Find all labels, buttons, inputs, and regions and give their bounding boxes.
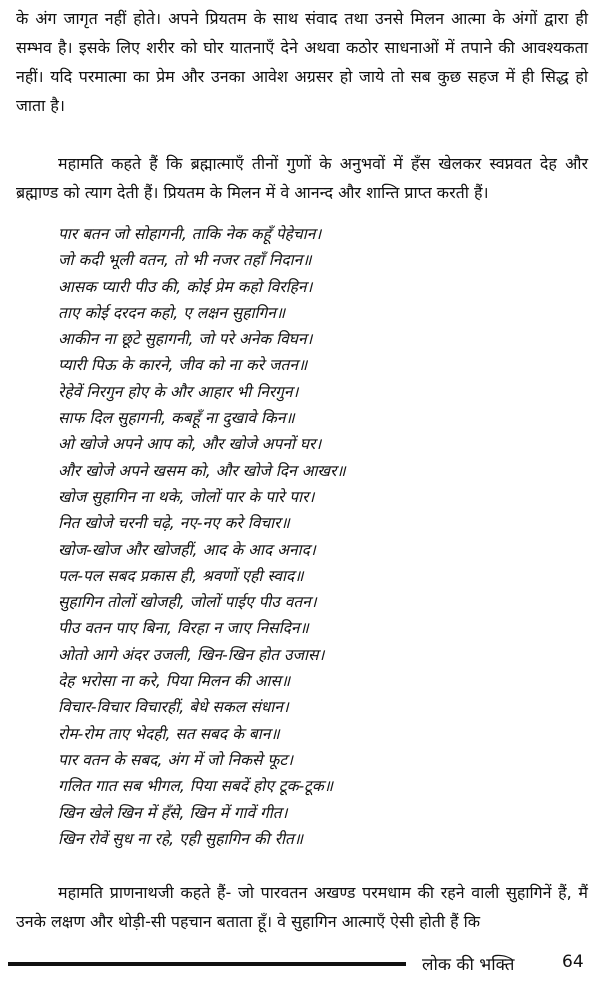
verse-line: सुहागिन तोलों खोजही, जोलों पाईए पीउ वतन।: [58, 593, 317, 612]
verse-line: नित खोजे चरनी चढ़े, नए-नए करे विचार॥: [58, 514, 290, 533]
verse-line: ओतो आगे अंदर उजली, खिन-खिन होत उजास।: [58, 645, 325, 664]
paragraph-1: के अंग जागृत नहीं होते। अपने प्रियतम के साथ संवाद तथा उनसे मिलन आत्मा के अंगों द्वारा ही सम्भव है। इसके लिए शरीर को घोर यातनाएँ देने अथवा कठोर साधनाओं में तपाने की आवश्यकता नहीं। यदि परमात्मा का प्रेम और उनका आवेश अग्रसर हो जाये तो सब कुछ सहज में ही सिद्ध हो जाता है।: [16, 9, 588, 115]
verse-line: गलित गात सब भीगल, पिया सबदें होए टूक-टूक॥: [58, 777, 334, 796]
verse-line: खोज सुहागिन ना थके, जोलों पार के पारे पार।: [58, 487, 315, 506]
verse-line: पल-पल सबद प्रकास ही, श्रवणों एही स्वाद॥: [58, 566, 304, 585]
verse-line: ओ खोजे अपने आप को, और खोजे अपनों घर।: [58, 435, 322, 454]
verse-line: ताए कोई दरदन कहो, ए लक्षन सुहागिन॥: [58, 303, 286, 322]
verse-line: साफ दिल सुहागनी, कबहूँ ना दुखावे किन॥: [58, 409, 295, 428]
verse-line: देह भरोसा ना करे, पिया मिलन की आस॥: [58, 672, 291, 691]
footer-title: लोक की भक्ति: [422, 955, 515, 975]
verse-line: और खोजे अपने खसम को, और खोजे दिन आखर॥: [58, 461, 346, 480]
verse-line: पार बतन जो सोहागनी, ताकि नेक कहूँ पेहेचान।: [58, 225, 322, 243]
paragraph-3: महामति प्राणनाथजी कहते हैं- जो पारवतन अखण्ड परमधाम की रहने वाली सुहागिनें हैं, मैं उनके लक्षण और थोड़ी-सी पहचान बताता हूँ। वे सुहागिन आत्माएँ ऐसी होती हैं कि: [16, 883, 588, 931]
footer-divider: [8, 962, 406, 966]
verse-line: रोम-रोम ताए भेदही, सत सबद के बान॥: [58, 724, 280, 743]
verse-line: पीउ वतन पाए बिना, विरहा न जाए निसदिन॥: [58, 619, 309, 638]
verse-line: आकीन ना छूटे सुहागनी, जो परे अनेक विघन।: [58, 330, 313, 349]
verse-line: खिन खेले खिन में हँसे, खिन में गावें गीत।: [58, 803, 288, 822]
verse-line: पार वतन के सबद, अंग में जो निकसे फूट।: [58, 750, 294, 769]
page-number: 64: [562, 952, 584, 972]
verse-block: [58, 221, 578, 852]
paragraph-2: महामति कहते हैं कि ब्रह्मात्माएँ तीनों गुणों के अनुभवों में हँस खेलकर स्वप्नवत देह और ब्रह्माण्ड को त्याग देती हैं। प्रियतम के मिलन में वे आनन्द और शान्ति प्राप्त करती हैं।: [16, 154, 588, 202]
verse-line: खोज-खोज और खोजहीं, आद के आद अनाद।: [58, 540, 316, 559]
verse-line: खिन रोवें सुध ना रहे, एही सुहागिन की रीत॥: [58, 829, 304, 848]
verse-line: रेहेवें निरगुन होए के और आहार भी निरगुन।: [58, 382, 299, 401]
verse-line: प्यारी पिऊ के कारने, जीव को ना करे जतन॥: [58, 356, 308, 375]
verse-line: जो कदी भूली वतन, तो भी नजर तहाँ निदान॥: [58, 251, 312, 270]
verse-line: विचार-विचार विचारहीं, बेधे सकल संधान।: [58, 698, 289, 717]
verse-line: आसक प्यारी पीउ की, कोई प्रेम कहो विरहिन।: [58, 277, 313, 296]
